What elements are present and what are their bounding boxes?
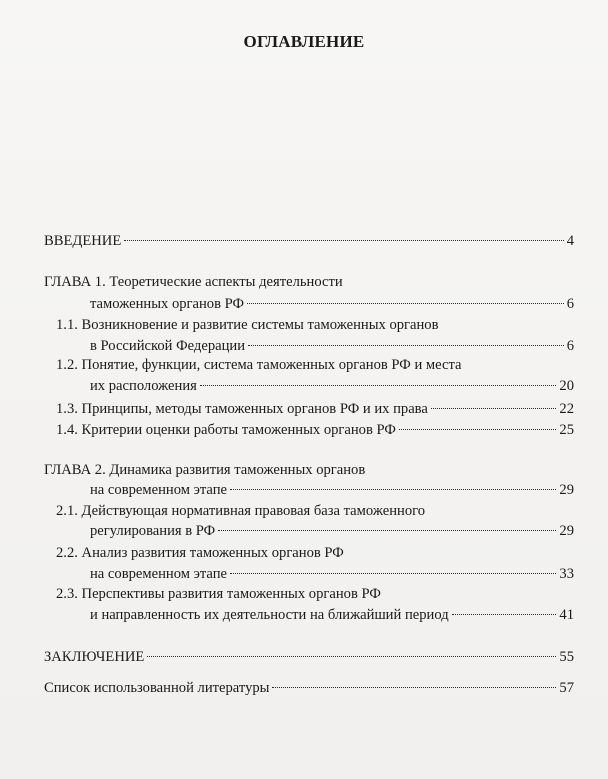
dot-leader <box>452 614 557 615</box>
toc-entry-intro <box>44 231 574 251</box>
toc-page-number: 25 <box>559 422 574 438</box>
toc-page-number: 6 <box>566 338 574 354</box>
toc-entry-text: регулирования в РФ <box>90 523 216 539</box>
toc-entry-text: ВВЕДЕНИЕ <box>44 233 122 249</box>
toc-page-number: 55 <box>559 649 574 665</box>
toc-entry-bibliography <box>44 678 574 698</box>
toc-entry-1-4 <box>56 420 574 440</box>
toc-entry-text: 1.3. Принципы, методы таможенных органов РФ и их права <box>56 401 428 417</box>
toc-entry-text: ЗАКЛЮЧЕНИЕ <box>44 649 145 665</box>
toc-section-2-1-heading: 2.1. Действующая нормативная правовая база таможенного <box>56 503 426 519</box>
toc-entry-text: их расположения <box>90 378 197 394</box>
toc-entry-text: на современном этапе <box>90 482 228 498</box>
dot-leader <box>248 345 564 346</box>
toc-section-1-2-heading: 1.2. Понятие, функции, система таможенных органов РФ и места <box>56 357 462 373</box>
toc-entry-text: Список использованной литературы <box>44 680 270 696</box>
dot-leader <box>431 408 557 409</box>
toc-entry-1-2 <box>90 376 574 396</box>
toc-page-number: 20 <box>559 378 574 394</box>
dot-leader <box>124 240 563 241</box>
toc-page-number: 29 <box>559 523 574 539</box>
toc-section-2-2-heading: 2.2. Анализ развития таможенных органов РФ <box>56 545 344 561</box>
dot-leader <box>272 687 556 688</box>
toc-page-number: 6 <box>566 296 574 312</box>
toc-entry-text: и направленность их деятельности на ближайший период <box>90 607 449 623</box>
toc-page-number: 22 <box>559 401 574 417</box>
toc-page-number: 33 <box>559 566 574 582</box>
toc-entry-conclusion <box>44 647 574 667</box>
toc-entry-text: 1.4. Критерии оценки работы таможенных органов РФ <box>56 422 396 438</box>
toc-entry-text: на современном этапе <box>90 566 228 582</box>
toc-entry-text: в Российской Федерации <box>90 338 246 354</box>
dot-leader <box>230 573 556 574</box>
toc-entry-ch2 <box>90 480 574 500</box>
toc-section-1-1-heading: 1.1. Возникновение и развитие системы таможенных органов <box>56 317 439 333</box>
toc-entry-2-1 <box>90 521 574 541</box>
toc-entry-1-1 <box>90 336 574 356</box>
toc-section-2-3-heading: 2.3. Перспективы развития таможенных органов РФ <box>56 586 381 602</box>
toc-entry-text: таможенных органов РФ <box>90 296 245 312</box>
page-title: ОГЛАВЛЕНИЕ <box>243 32 365 51</box>
toc-page-number: 57 <box>559 680 574 696</box>
dot-leader <box>200 385 557 386</box>
dot-leader <box>399 429 556 430</box>
dot-leader <box>230 489 556 490</box>
toc-chapter-2-heading: ГЛАВА 2. Динамика развития таможенных органов <box>44 462 366 478</box>
toc-page-number: 41 <box>559 607 574 623</box>
toc-entry-ch1 <box>90 294 574 314</box>
dot-leader <box>147 656 556 657</box>
toc-chapter-1-heading: ГЛАВА 1. Теоретические аспекты деятельности <box>44 274 343 290</box>
toc-entry-2-2 <box>90 564 574 584</box>
toc-page-number: 4 <box>566 233 574 249</box>
dot-leader <box>247 303 564 304</box>
toc-entry-1-3 <box>56 399 574 419</box>
dot-leader <box>218 530 556 531</box>
toc-page-number: 29 <box>559 482 574 498</box>
toc-entry-2-3 <box>90 605 574 625</box>
